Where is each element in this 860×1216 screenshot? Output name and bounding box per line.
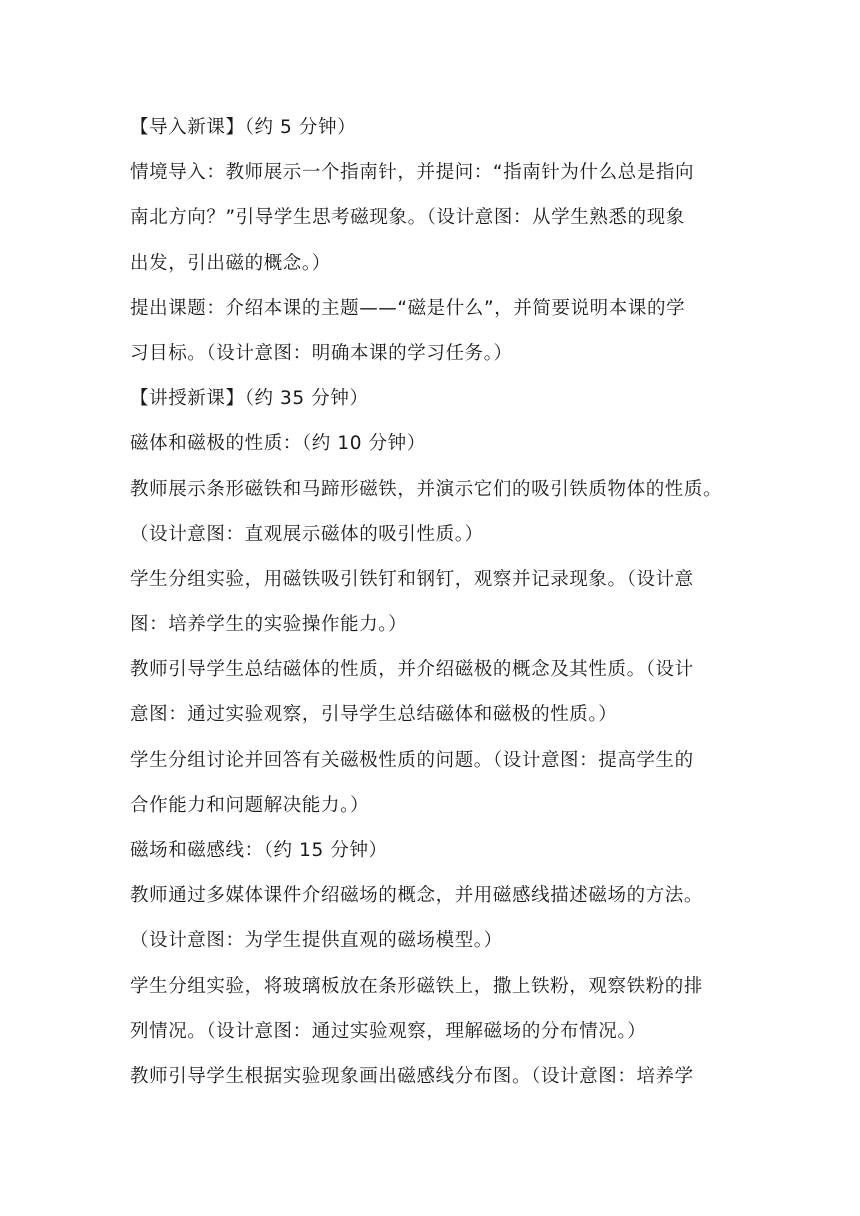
text-line: （设计意图：为学生提供直观的磁场模型。）: [130, 930, 503, 952]
text-line: 教师引导学生总结磁体的性质，并介绍磁极的概念及其性质。（设计: [130, 659, 694, 681]
text-line: 教师通过多媒体课件介绍磁场的概念，并用磁感线描述磁场的方法。: [130, 885, 704, 907]
text-line: （设计意图：直观展示磁体的吸引性质。）: [130, 523, 484, 545]
subheading-magnetic-field: 磁场和磁感线：（约 15 分钟）: [130, 840, 388, 861]
section-heading-new-lesson: 【讲授新课】（约 35 分钟）: [130, 388, 369, 410]
text-line: 情境导入：教师展示一个指南针，并提问：“指南针为什么总是指向: [130, 162, 695, 184]
text-line: 南北方向？”引导学生思考磁现象。（设计意图：从学生熟悉的现象: [130, 207, 685, 229]
text-line: 习目标。（设计意图：明确本课的学习任务。）: [130, 342, 513, 364]
text-line: 教师引导学生根据实验现象画出磁感线分布图。（设计意图：培养学: [130, 1065, 694, 1087]
text-line: 学生分组实验，将玻璃板放在条形磁铁上，撒上铁粉，观察铁粉的排: [130, 975, 704, 997]
text-line: 合作能力和问题解决能力。）: [130, 794, 370, 816]
text-line: 图：培养学生的实验操作能力。）: [130, 614, 408, 636]
subheading-magnet-poles: 磁体和磁极的性质：（约 10 分钟）: [130, 433, 426, 455]
text-line: 列情况。（设计意图：通过实验观察，理解磁场的分布情况。）: [130, 1020, 647, 1042]
document-body: [130, 111, 740, 1105]
section-heading-intro: 【导入新课】（约 5 分钟）: [130, 117, 357, 138]
text-line: 教师展示条形磁铁和马蹄形磁铁，并演示它们的吸引铁质物体的性质。: [130, 478, 723, 500]
text-line: 学生分组讨论并回答有关磁极性质的问题。（设计意图：提高学生的: [130, 749, 694, 771]
text-line: 出发，引出磁的概念。）: [130, 252, 331, 274]
text-line: 提出课题：介绍本课的主题——“磁是什么”，并简要说明本课的学: [130, 297, 686, 319]
text-line: 意图：通过实验观察，引导学生总结磁体和磁极的性质。）: [130, 704, 618, 726]
text-line: 学生分组实验，用磁铁吸引铁钉和钢钉，观察并记录现象。（设计意: [130, 568, 694, 590]
